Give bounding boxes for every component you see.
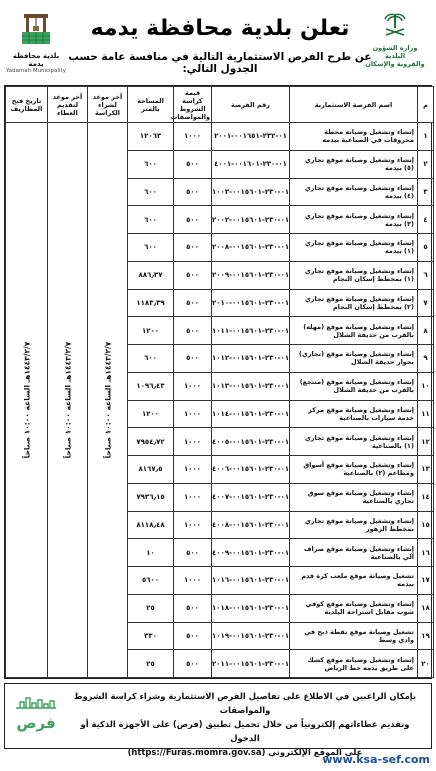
cell-booklet-price: ٥٠٠ [174,539,212,567]
footer-box [4,683,432,757]
cell-area: ٥٦٠٠ [128,567,174,595]
well-icon [16,8,56,48]
cell-index: ١٤ [418,483,434,511]
cell-opportunity-code: ٠١-٢٣٢-٠٠١٦٥١-٢٠٠١ [212,123,290,151]
cell-booklet-price: ٥٠٠ [174,234,212,262]
cell-area: ١٠ [128,539,174,567]
ministry-name-line2: والقروية والإسكان [365,60,425,68]
cell-index: ١٩ [418,622,434,650]
cell-opportunity-code: ٠١-٢٣٠-٠٠١٥٦٠١-٤٠٠٥ [212,428,290,456]
cell-opportunity-code: ٠١-٢٣٠-٠٠١٥٦٠١-١٠٠٣ [212,178,290,206]
footer-text [65,689,425,759]
cell-opportunity-name: إنشاء وتشغيل وصيانة موقع كوفي شوب مقابل استراحة البلدية [290,594,418,622]
open-date-text: ١٤٤٣/٢/٧هـ الساعة ١٠:٠٠ صباحاً [22,341,31,459]
footer-line-2: وتقديم عطاءاتهم إلكترونياً من خلال تحميل تطبيق (فرص) على الأجهزة الذكية أو الدخول [80,719,410,743]
cell-index: ٣ [418,178,434,206]
cell-area: ٨١١٨٫٤٨ [128,511,174,539]
col-header-code: رقم الفرصة [212,87,290,123]
cell-index: ٥ [418,234,434,262]
col-header-open-date: تاريخ فتح المظاريف [6,87,48,123]
cell-opportunity-code: ٠١-٢٣٠-٠٠١٥٦٠١-٤٠٠٦ [212,456,290,484]
cell-opportunity-name: إنشاء وتشغيل وصيانة موقع (تجاري) بجوار حديقة الشلال [290,345,418,373]
cell-booklet-price: ٥٠٠ [174,150,212,178]
cell-booklet-price: ١٠٠٠ [174,372,212,400]
cell-opportunity-code: ٠١-٢٣٠-٠٠١٥٦٠١-٢٠٠٨ [212,234,290,262]
col-header-area: المساحة بالمتر [128,87,174,123]
cell-opportunity-code: ٠١-٢٣٠-٠٠١٥٦٠١-١٠١٨ [212,594,290,622]
cell-index: ٢٠ [418,650,434,678]
cell-booklet-price: ١٠٠٠ [174,567,212,595]
cell-area: ١٢٠٦٣ [128,123,174,151]
cell-area: ٨٨٦٫٣٧ [128,261,174,289]
furas-label: فرص [16,714,56,732]
cell-opportunity-code: ٠١-٢٣٠-٠٠١٥٦٠١-٢٠١١ [212,650,290,678]
cell-opportunity-name: إنشاء وتشغيل وصيانة موقع كشك على طريق يدمه خط الرياض [290,650,418,678]
cell-opportunity-code: ٠١-٢٣٠-٠٠١٥٦٠١-١٠١٩ [212,622,290,650]
col-header-buy-deadline: آخر موعد لشراء الكراسة [88,87,128,123]
cell-booklet-price: ٥٠٠ [174,206,212,234]
municipality-name-ar: بلدية محافظة يدمة [12,52,60,68]
page-subtitle: عن طرح الفرص الاستثمارية التالية في منافسة عامة حسب الجدول التالي: [68,51,372,75]
cell-booklet-price: ١٠٠٠ [174,511,212,539]
footer-line-3: على الموقع الإلكتروني (https://Furas.momra.gov.sa) [127,747,363,757]
cell-opportunity-code: ٠١-٢٣٠-٠٠١٥٦٠١-١٠١٢ [212,345,290,373]
cell-booklet-price: ٥٠٠ [174,594,212,622]
cell-opportunity-code: ٠١-٢٣٠-٠٠١٥٦٠١-٤٠٠٧ [212,483,290,511]
cell-opportunity-name: تشغيل وصيانة موقع نقطة ذبح في وادي وسط [290,622,418,650]
cell-index: ١٦ [418,539,434,567]
cell-index: ٩ [418,345,434,373]
cell-index: ٦ [418,261,434,289]
cell-buy-deadline [88,123,128,678]
cell-area: ٧٩٣٦٫١٥ [128,483,174,511]
cell-index: ٤ [418,206,434,234]
cell-area: ٢٥ [128,594,174,622]
cell-booklet-price: ٥٠٠ [174,261,212,289]
cell-area: ١٠٩٦٫٤٣ [128,372,174,400]
cell-opportunity-name: إنشاء وتشغيل وصيانة موقع (منتجع) بالقرب من حديقة الشلال [290,372,418,400]
cell-opportunity-name: إنشاء وتشغيل وصيانة موقع مركز خدمة سيارات بالصناعية [290,400,418,428]
cell-area: ٦٠٠ [128,206,174,234]
cell-index: ٧ [418,289,434,317]
cell-opportunity-name: إنشاء وتشغيل وصيانة موقع أسواق ومطاعم (٢) بالصناعية [290,456,418,484]
cell-opportunity-name: إنشاء وتشغيل وصيانة موقع تجاري (١) بمخطط إسكان النجام [290,261,418,289]
cell-index: ١٨ [418,594,434,622]
cell-opportunity-code: ٠١-٢٣٠-٠٠١٥٦٠١-٢٠٠٩ [212,261,290,289]
cell-opportunity-name: إنشاء وتشغيل وصيانة موقع تجاري (٣) بيدمه [290,206,418,234]
cell-opportunity-name: إنشاء وتشغيل وصيانة موقع صراف آلي بالصناعية [290,539,418,567]
cell-opportunity-name: إنشاء وتشغيل وصيانة موقع تجاري (٤) بيدمه [290,178,418,206]
cell-index: ١٣ [418,456,434,484]
skyline-icon [14,694,58,710]
cell-opportunity-name: إنشاء وتشغيل وصيانة موقع تجاري بمخطط الزهور [290,511,418,539]
cell-opportunity-code: ٠١-٢٣٠-٠٠١٦٠١-٤٠٠١ [212,150,290,178]
cell-index: ١٧ [418,567,434,595]
cell-opportunity-name: تشغيل وصيانة موقع ملعب كرة قدم بيدمه [290,567,418,595]
buy-deadline-text: ١٤٤٣/٢/٧هـ الساعة ١٠:٠٠ صباحاً [103,341,112,459]
cell-opportunity-name: إنشاء وتشغيل وصيانة موقع سوق تجاري بالصناعية [290,483,418,511]
cell-submit-deadline [48,123,88,678]
cell-booklet-price: ٥٠٠ [174,345,212,373]
cell-area: ٣٣٠ [128,622,174,650]
cell-booklet-price: ٥٠٠ [174,178,212,206]
table-row [6,123,434,151]
cell-opportunity-name: إنشاء وتشغيل وصيانة موقع تجاري (١) بالصناعية [290,428,418,456]
cell-index: ١٢ [418,428,434,456]
opportunities-table [4,85,432,679]
cell-index: ٨ [418,317,434,345]
cell-area: ٦٠٠ [128,178,174,206]
col-header-name: اسم الفرصة الاستثمارية [290,87,418,123]
cell-booklet-price: ٥٠٠ [174,317,212,345]
col-header-idx: م [418,87,434,123]
cell-index: ١٥ [418,511,434,539]
cell-area: ٧٩٥٤٫٧٢ [128,428,174,456]
furas-logo [11,694,61,740]
cell-booklet-price: ٥٠٠ [174,622,212,650]
page-title: تعلن بلدية محافظة يدمه [90,16,350,41]
cell-opportunity-code: ٠١-٢٣٠-٠٠١٥٦٠١-٤٠٠٨ [212,511,290,539]
cell-area: ٦٠٠ [128,345,174,373]
cell-index: ١ [418,123,434,151]
cell-opportunity-code: ٠١-٢٣٠-٠٠١٥٦٠١-٢٠١٠ [212,289,290,317]
cell-booklet-price: ٥٠٠ [174,650,212,678]
cell-area: ٦٠٠ [128,150,174,178]
cell-opportunity-code: ٠١-٢٣٠-٠٠١٥٦٠١-١٠١٣ [212,372,290,400]
header [4,6,432,76]
municipality-name-en: Yadamah Municipality [6,68,66,74]
cell-booklet-price: ١٠٠٠ [174,123,212,151]
cell-opportunity-code: ٠١-٢٣٠-٠٠١٥٦٠١-١٠١٦ [212,567,290,595]
cell-area: ٨١٦٧٫٥ [128,456,174,484]
cell-opportunity-name: إنشاء وتشغيل وصيانة موقع (مهله) بالقرب من حديقة الشلال [290,317,418,345]
cell-booklet-price: ١٠٠٠ [174,428,212,456]
palm-swords-icon [380,10,410,40]
cell-area: ٢٥ [128,650,174,678]
submit-deadline-text: ١٤٤٣/٢/٧هـ الساعة ١٠:٠٠ صباحاً [63,341,72,459]
cell-area: ١١٨٣٫٣٩ [128,289,174,317]
table-body [6,123,434,678]
watermark-link[interactable]: www.ksa-sef.com [322,753,430,766]
cell-index: ١٠ [418,372,434,400]
footer-line-1: بإمكان الراغبين في الاطلاع على تفاصيل الفرص الاستثمارية وشراء كراسة الشروط والمواصفات [73,691,417,715]
cell-opportunity-name: إنشاء وتشغيل وصيانة موقع تجاري (٥) بيدمه [290,150,418,178]
cell-booklet-price: ٥٠٠ [174,289,212,317]
cell-booklet-price: ١٠٠٠ [174,456,212,484]
cell-opportunity-code: ٠١-٢٣٠-٠٠١٥٦٠١-٤٠٠٩ [212,539,290,567]
cell-opportunity-name: إنشاء وتشغيل وصيانة موقع تجاري (١) بيدمه [290,234,418,262]
col-header-submit-deadline: آخر موعد لتقديم العطاء [48,87,88,123]
cell-area: ١٢٠٠ [128,317,174,345]
cell-index: ١١ [418,400,434,428]
cell-area: ٦٠٠ [128,234,174,262]
cell-opportunity-name: إنشاء وتشغيل وصيانة موقع تجاري (٢) بمخطط إسكان النجام [290,289,418,317]
cell-open-date [6,123,48,678]
cell-index: ٢ [418,150,434,178]
table-header-row [6,87,434,123]
ministry-name-line1: وزارة الشؤون البلدية [372,44,418,60]
cell-opportunity-code: ٠١-٢٣٠-٠٠١٥٦٠١-١٠١١ [212,317,290,345]
cell-opportunity-name: إنشاء وتشغيل وصيانة محطة محروقات في الصناعية بيدمه [290,123,418,151]
cell-opportunity-code: ٠١-٢٣٠-٠٠١٥٦٠١-٢٠٠٢ [212,206,290,234]
cell-booklet-price: ١٠٠٠ [174,400,212,428]
cell-opportunity-code: ٠١-٢٣٠-٠٠١٥٦٠١-١٠١٤ [212,400,290,428]
cell-booklet-price: ١٠٠٠ [174,483,212,511]
municipality-logo [6,8,66,74]
col-header-price: قيمة كراسة الشروط والمواصفات [170,88,210,121]
cell-area: ١٢٠٠ [128,400,174,428]
